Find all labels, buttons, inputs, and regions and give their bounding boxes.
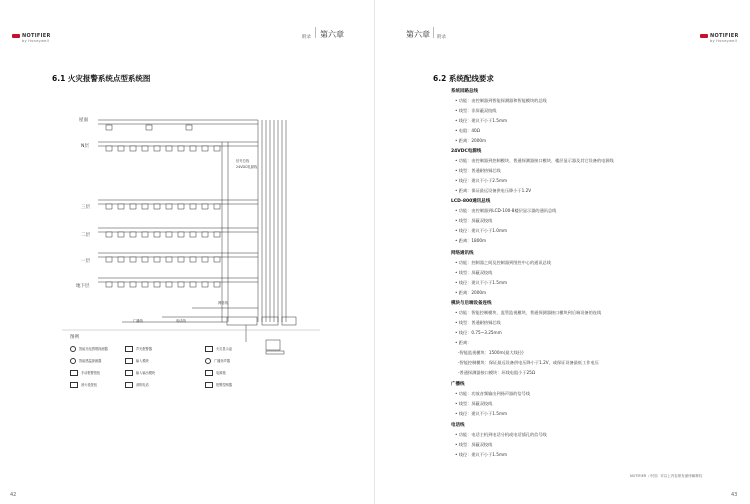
group-title: 网络通讯线	[451, 251, 474, 256]
header-chapter-right: 第六章	[406, 30, 430, 39]
floor-label-3: 三层	[81, 205, 90, 210]
header-divider-right	[433, 27, 434, 38]
legend-item: 手动报警按钮	[70, 370, 100, 376]
legend-item: 输入输出模块	[125, 370, 155, 376]
footnote: NOTIFIER（中国）对以上内容保有最终解释权	[630, 474, 703, 478]
smoke-detector-icon	[70, 346, 76, 352]
floor-label-2: 二层	[81, 233, 90, 238]
list-item: • 线型：屏蔽双绞线	[455, 442, 493, 447]
header-chapter: 第六章	[320, 30, 344, 39]
legend-item: 输入模块	[125, 358, 149, 364]
logo-mark-icon	[700, 34, 708, 38]
legend-item: 智能感温探测器	[70, 358, 101, 364]
display-panel-icon	[205, 346, 213, 352]
manual-call-point-icon	[70, 370, 78, 376]
list-sub-item: -普通探测器接口模块：环线电阻小于25Ω	[458, 370, 536, 375]
page-number-right: 43	[731, 492, 738, 498]
speaker-icon	[205, 358, 211, 364]
list-item: • 功能：由控制器到智能探测器和智能模块的总线	[455, 98, 547, 103]
power-box-icon	[205, 370, 213, 376]
list-item: • 功能：由控制器到控制模块、普通探测器接口模块、楼层显示器及其它设备的电源线	[455, 158, 614, 163]
brand-sub: by Honeywell	[22, 39, 50, 43]
section-title: 6.1 火灾报警系统点型系统图	[52, 74, 151, 83]
diagram-note-broadcast: 广播线	[133, 319, 143, 323]
list-item: • 功能：智能控制模块、监管监视模块、普通探测器接口模块到后端设备的连线	[455, 310, 602, 315]
group-title: 系统回路总线	[451, 89, 478, 94]
list-item: • 电阻：40Ω	[455, 128, 480, 133]
diagram-note-network: 网络线	[218, 301, 228, 305]
list-item: • 线径：建议不小于1.5mm	[455, 452, 508, 457]
list-item: • 距离：保证最远设备供电压降小于1.2V	[455, 188, 532, 193]
group-title: 模块与后端设备连线	[451, 301, 492, 306]
legend-item: 报警控制器	[205, 382, 232, 388]
floor-label-basement: 地下层	[76, 284, 90, 289]
brand-name-right: NOTIFIER	[710, 33, 739, 39]
list-item: • 功能：由控制器到LCD-100-8楼层显示器的通讯总线	[455, 208, 557, 213]
brand-logo-right	[700, 33, 739, 43]
list-item: • 距离：2000m	[455, 290, 487, 295]
brand-sub-right: by Honeywell	[710, 39, 738, 43]
list-item: • 线径：建议不小于1.5mm	[455, 411, 508, 416]
phone-icon	[125, 382, 133, 388]
list-item: • 线型：屏蔽双绞线	[455, 270, 493, 275]
right-page	[375, 0, 750, 504]
input-module-icon	[125, 358, 133, 364]
control-panel-icon	[205, 382, 213, 388]
list-item: • 线型：屏蔽双绞线	[455, 218, 493, 223]
legend-item: 火灾显示盘	[205, 346, 232, 352]
list-item: • 线径：建议不小于1.5mm	[455, 280, 508, 285]
section-title-right: 6.2 系统配线要求	[433, 74, 494, 83]
list-item: • 线径：0.75~3.25mm	[455, 330, 502, 335]
list-item: • 功能：功放音频输出到扬声器的信号线	[455, 391, 530, 396]
logo-mark-icon	[12, 34, 20, 38]
floor-label-1: 一层	[81, 259, 90, 264]
list-item: • 线径：建议不小于2.5mm	[455, 178, 508, 183]
list-item: • 距离：1800m	[455, 238, 487, 243]
hydrant-button-icon	[70, 382, 78, 388]
list-item: • 线型：非屏蔽双绞线	[455, 108, 497, 113]
list-sub-item: -智能控制模块：保证最远设备供电压降小于1.2V，或保证设备最低工作电压	[458, 360, 599, 365]
list-item: • 功能：电话主机到电话分机或电话插孔的信号线	[455, 432, 547, 437]
group-title: 24VDC电源线	[451, 149, 482, 154]
list-item: • 线型：屏蔽双绞线	[455, 401, 493, 406]
list-item: • 距离：2000m	[455, 138, 487, 143]
legend-item: 广播扬声器	[205, 358, 230, 364]
legend-item: 消防电话	[125, 382, 149, 388]
page-number-left: 42	[10, 492, 17, 498]
legend-item: 消火栓按钮	[70, 382, 97, 388]
diagram-note-signal: 信号总线	[236, 159, 250, 163]
list-item: • 线型：普通耐热铜芯线	[455, 320, 501, 325]
list-item: • 线径：建议不小于1.5mm	[455, 118, 508, 123]
header-label: 附录	[302, 35, 311, 40]
list-item: • 功能：控制器之间及控制器到图控中心的通讯总线	[455, 260, 551, 265]
brand-logo	[12, 33, 51, 43]
strobe-icon	[125, 346, 133, 352]
heat-detector-icon	[70, 358, 76, 364]
io-module-icon	[125, 370, 133, 376]
list-sub-item: -智能监视模块：1500m(最大线径)	[458, 350, 524, 355]
floor-label-roof: 屋面	[79, 118, 88, 123]
list-item: • 线型：普通耐热铜芯线	[455, 168, 501, 173]
list-item: • 线径：建议不小于1.0mm	[455, 228, 508, 233]
group-title: 广播线	[451, 382, 465, 387]
legend-item: 智能光电感烟探测器	[70, 346, 108, 352]
floor-label-n: N层	[81, 144, 89, 149]
header-divider	[315, 27, 316, 38]
legend-item: 声光报警器	[125, 346, 152, 352]
header-label-right: 附录	[437, 35, 446, 40]
legend-item: 电源箱	[205, 370, 226, 376]
diagram-note-power: 24VDC电源线	[236, 165, 258, 169]
brand-name: NOTIFIER	[22, 33, 51, 39]
diagram-note-phone: 电话线	[176, 319, 186, 323]
group-title: 电话线	[451, 423, 465, 428]
legend-title: 图例	[70, 335, 79, 340]
group-title: LCD-800通讯总线	[451, 199, 491, 204]
list-item: • 距离：	[455, 340, 472, 345]
